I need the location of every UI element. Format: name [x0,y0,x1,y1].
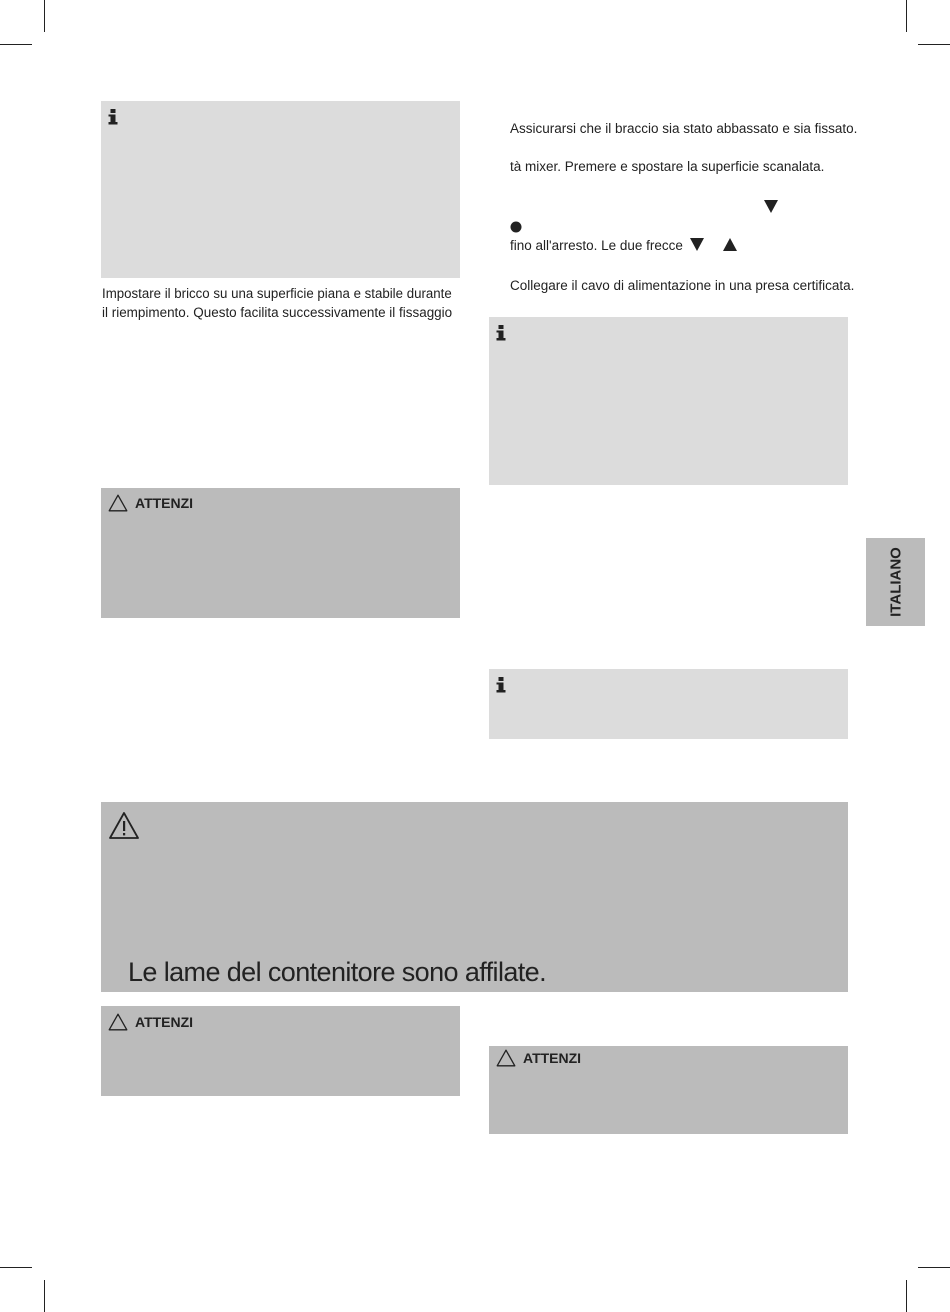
info-box [101,101,460,278]
warning-triangle-icon [108,1013,128,1031]
crop-mark [0,44,32,45]
crop-mark [918,44,950,45]
warning-triangle-icon [496,1049,516,1067]
caution-label: ATTENZI [135,1014,194,1030]
caution-header [496,1049,581,1067]
caution-box [101,1006,460,1096]
instruction-line: tà mixer. Premere e spostare la superficie scanalata. [510,159,825,174]
crop-mark [44,1280,45,1312]
caution-box [101,488,460,618]
caution-header [108,1013,193,1031]
warning-box [101,802,848,992]
paragraph-line: Impostare il bricco su una superficie piana e stabile durante [102,286,452,301]
crop-mark [918,1267,950,1268]
instruction-line: Collegare il cavo di alimentazione in una presa certificata. [510,278,855,293]
caution-box [489,1046,848,1134]
paragraph-line: il riempimento. Questo facilita successivamente il fissaggio [102,305,453,320]
bullet-dot-icon [510,221,522,233]
crop-mark [906,0,907,32]
warning-triangle-icon [108,494,128,512]
instruction-line [510,236,737,255]
caution-header [108,494,193,512]
language-tab-label: ITALIANO [887,547,904,617]
info-box [489,317,848,485]
arrow-down-icon [690,238,704,251]
info-box [489,669,848,739]
caution-label: ATTENZI [135,495,194,511]
arrow-down-icon [764,200,778,213]
caution-label: ATTENZI [523,1050,582,1066]
crop-mark [0,1267,32,1268]
info-icon [108,109,118,126]
info-icon [496,325,506,342]
warning-text: Le lame del contenitore sono affilate. [128,957,546,987]
warning-triangle-icon [108,811,140,840]
crop-mark [906,1280,907,1312]
language-tab [866,538,925,626]
instruction-line: Assicurarsi che il braccio sia stato abbassato e sia fissato. [510,121,858,136]
instruction-text: fino all'arresto. Le due frecce [510,238,683,253]
crop-mark [44,0,45,32]
info-icon [496,677,506,694]
arrow-up-icon [723,238,737,251]
